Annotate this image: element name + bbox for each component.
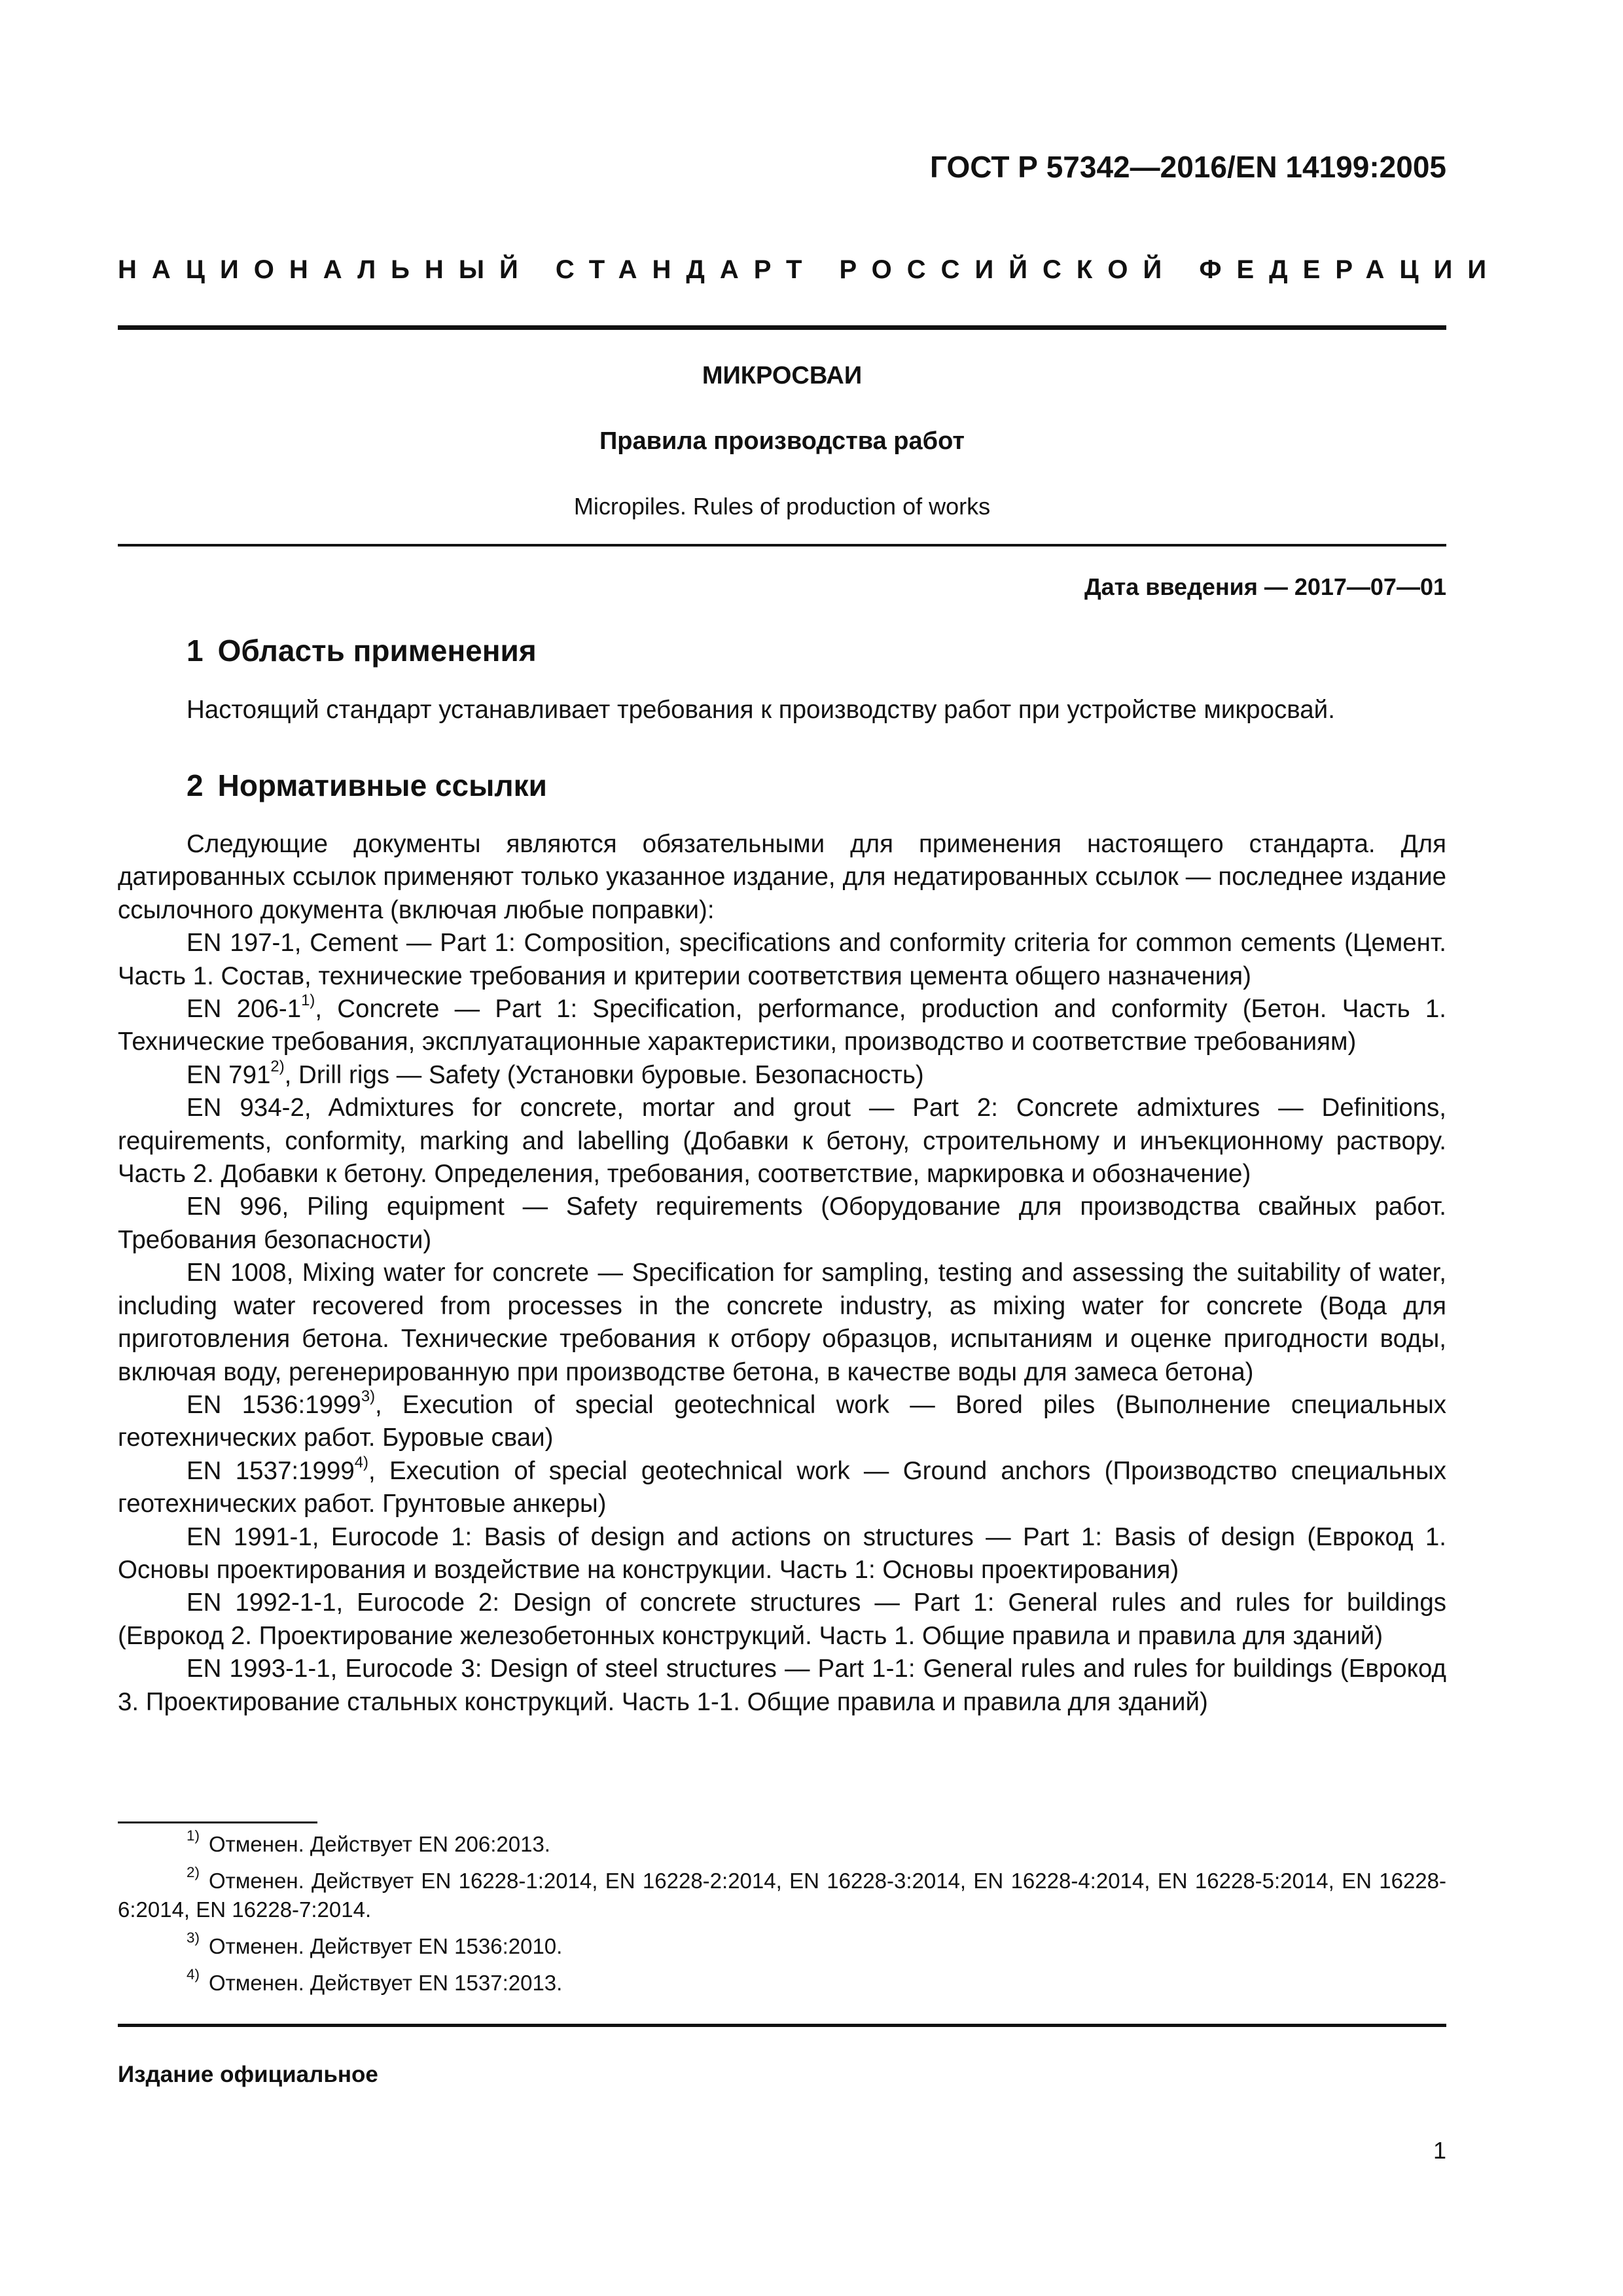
reference-code: EN 1536:1999 bbox=[187, 1390, 361, 1419]
title-divider bbox=[118, 544, 1446, 547]
footnote bbox=[118, 1864, 1446, 1924]
footer-divider bbox=[118, 2024, 1446, 2027]
reference-text: Cement — Part 1: Composition, specifications and conformity criteria for common cements (Цемент. Часть 1. Состав, технические требования и критерии соответствия цемента общего назначения) bbox=[118, 929, 1446, 990]
footnote-marker: 2) bbox=[187, 1864, 200, 1881]
footnote-marker: 1) bbox=[301, 992, 315, 1010]
section-number: 2 bbox=[187, 768, 204, 802]
reference-item bbox=[118, 1455, 1446, 1521]
reference-code: EN 1008, bbox=[187, 1259, 294, 1287]
reference-item bbox=[118, 993, 1446, 1059]
reference-text: Eurocode 3: Design of steel structures — Part 1-1: General rules and rules for buildings (Еврокод 3. Проектирование стальных конструкций. Часть 1-1. Общие правила и правила для зданий) bbox=[118, 1655, 1446, 1716]
introduction-date: Дата введения — 2017—07—01 bbox=[1084, 573, 1446, 600]
footnote-text: Отменен. Действует EN 1537:2013. bbox=[208, 1971, 563, 1995]
footnote-text: Отменен. Действует EN 1536:2010. bbox=[208, 1934, 563, 1958]
reference-item bbox=[118, 927, 1446, 993]
footnote bbox=[118, 1929, 1446, 1961]
edition-label: Издание официальное bbox=[118, 2062, 378, 2087]
reference-item bbox=[118, 1521, 1446, 1587]
reference-text: , Execution of special geotechnical work — Ground anchors (Производство специальных геотехнических работ. Грунтовые анкеры) bbox=[118, 1456, 1446, 1518]
section-title: Нормативные ссылки bbox=[217, 768, 547, 802]
reference-code: EN 1537:1999 bbox=[187, 1456, 355, 1485]
section-title: Область применения bbox=[217, 634, 537, 668]
reference-item bbox=[118, 1191, 1446, 1257]
footnote-marker: 1) bbox=[187, 1827, 200, 1844]
paragraph: Настоящий стандарт устанавливает требования к производству работ при устройстве микросвай. bbox=[187, 696, 1335, 724]
reference-code: EN 197-1, bbox=[187, 929, 302, 958]
reference-code: EN 996, bbox=[187, 1193, 289, 1221]
footnote bbox=[118, 1827, 1446, 1859]
header-divider bbox=[118, 325, 1446, 330]
footnote-marker: 2) bbox=[270, 1057, 285, 1075]
footnote-marker: 3) bbox=[361, 1388, 376, 1406]
section-1-heading bbox=[187, 633, 537, 668]
reference-code: EN 1992-1-1, bbox=[187, 1588, 344, 1617]
section-2-heading bbox=[187, 768, 547, 803]
reference-code: EN 1993-1-1, bbox=[187, 1655, 338, 1683]
footnote-marker: 3) bbox=[187, 1929, 200, 1946]
reference-item bbox=[118, 1653, 1446, 1719]
section-1-body bbox=[118, 694, 1446, 726]
reference-code: EN 791 bbox=[187, 1060, 271, 1089]
document-title-english: Micropiles. Rules of production of works bbox=[573, 493, 991, 520]
document-code: ГОСТ Р 57342—2016/EN 14199:2005 bbox=[930, 150, 1446, 184]
reference-item bbox=[118, 1059, 1446, 1092]
reference-text: , Concrete — Part 1: Specification, performance, production and conformity (Бетон. Часть 1. Технические требования, эксплуатационные характеристики, производство и соответствие требованиям) bbox=[118, 995, 1446, 1056]
document-title: МИКРОСВАИ bbox=[702, 362, 863, 389]
footnotes bbox=[118, 1827, 1446, 2005]
reference-item bbox=[118, 1587, 1446, 1653]
footnote bbox=[118, 1966, 1446, 1998]
reference-text: , Drill rigs — Safety (Установки буровые. Безопасность) bbox=[284, 1060, 924, 1089]
reference-item bbox=[118, 1389, 1446, 1455]
reference-text: Mixing water for concrete — Specification for sampling, testing and assessing the suitability of water, including water recovered from processes in the concrete industry, as mixing water for concrete (Вода для приготовления бетона. Технические требования к отбору образцов, испытаниям и оценке пригодности воды, включая воду, регенерированную при производстве бетона, в качестве воды для замеса бетона) bbox=[118, 1259, 1446, 1386]
reference-code: EN 206-1 bbox=[187, 995, 302, 1024]
reference-code: EN 934-2, bbox=[187, 1094, 312, 1122]
reference-item bbox=[118, 1092, 1446, 1191]
reference-text: Eurocode 2: Design of concrete structures — Part 1: General rules and rules for buildings (Еврокод 2. Проектирование железобетонных конструкций. Часть 1. Общие правила и правила для зданий) bbox=[118, 1588, 1446, 1650]
footnote-divider bbox=[118, 1821, 317, 1823]
page-number: 1 bbox=[1433, 2137, 1446, 2164]
paragraph: Следующие документы являются обязательными для применения настоящего стандарта. Для датированных ссылок применяют только указанное издание, для недатированных ссылок — последнее издание ссылочного документа (включая любые поправки): bbox=[118, 830, 1446, 924]
footnote-text: Отменен. Действует EN 16228-1:2014, EN 16228-2:2014, EN 16228-3:2014, EN 16228-4:2014, EN 16228-5:2014, EN 16228-6:2014, EN 16228-7:2014. bbox=[118, 1869, 1446, 1922]
reference-code: EN 1991-1, bbox=[187, 1522, 319, 1551]
section-number: 1 bbox=[187, 634, 204, 668]
footnote-text: Отменен. Действует EN 206:2013. bbox=[208, 1832, 550, 1856]
document-subtitle: Правила производства работ bbox=[599, 427, 965, 455]
reference-text: Piling equipment — Safety requirements (Оборудование для производства свайных работ. Требования безопасности) bbox=[118, 1193, 1446, 1254]
reference-text: Admixtures for concrete, mortar and grout — Part 2: Concrete admixtures — Definitions, requirements, conformity, marking and labelling (Добавки к бетону, строительному и инъекционному раствору. Часть 2. Добавки к бетону. Определения, требования, соответствие, маркировка и обозначение) bbox=[118, 1094, 1446, 1189]
reference-text: Eurocode 1: Basis of design and actions on structures — Part 1: Basis of design (Еврокод 1. Основы проектирования и воздействие на конструкции. Часть 1: Основы проектирования) bbox=[118, 1522, 1446, 1584]
footnote-marker: 4) bbox=[187, 1966, 200, 1983]
national-standard-title: НАЦИОНАЛЬНЫЙ СТАНДАРТ РОССИЙСКОЙ ФЕДЕРАЦИИ bbox=[118, 255, 1502, 284]
reference-item bbox=[118, 1257, 1446, 1389]
reference-text: , Execution of special geotechnical work — Bored piles (Выполнение специальных геотехнических работ. Буровые сваи) bbox=[118, 1390, 1447, 1452]
section-2-body bbox=[118, 828, 1446, 1719]
footnote-marker: 4) bbox=[354, 1453, 368, 1471]
